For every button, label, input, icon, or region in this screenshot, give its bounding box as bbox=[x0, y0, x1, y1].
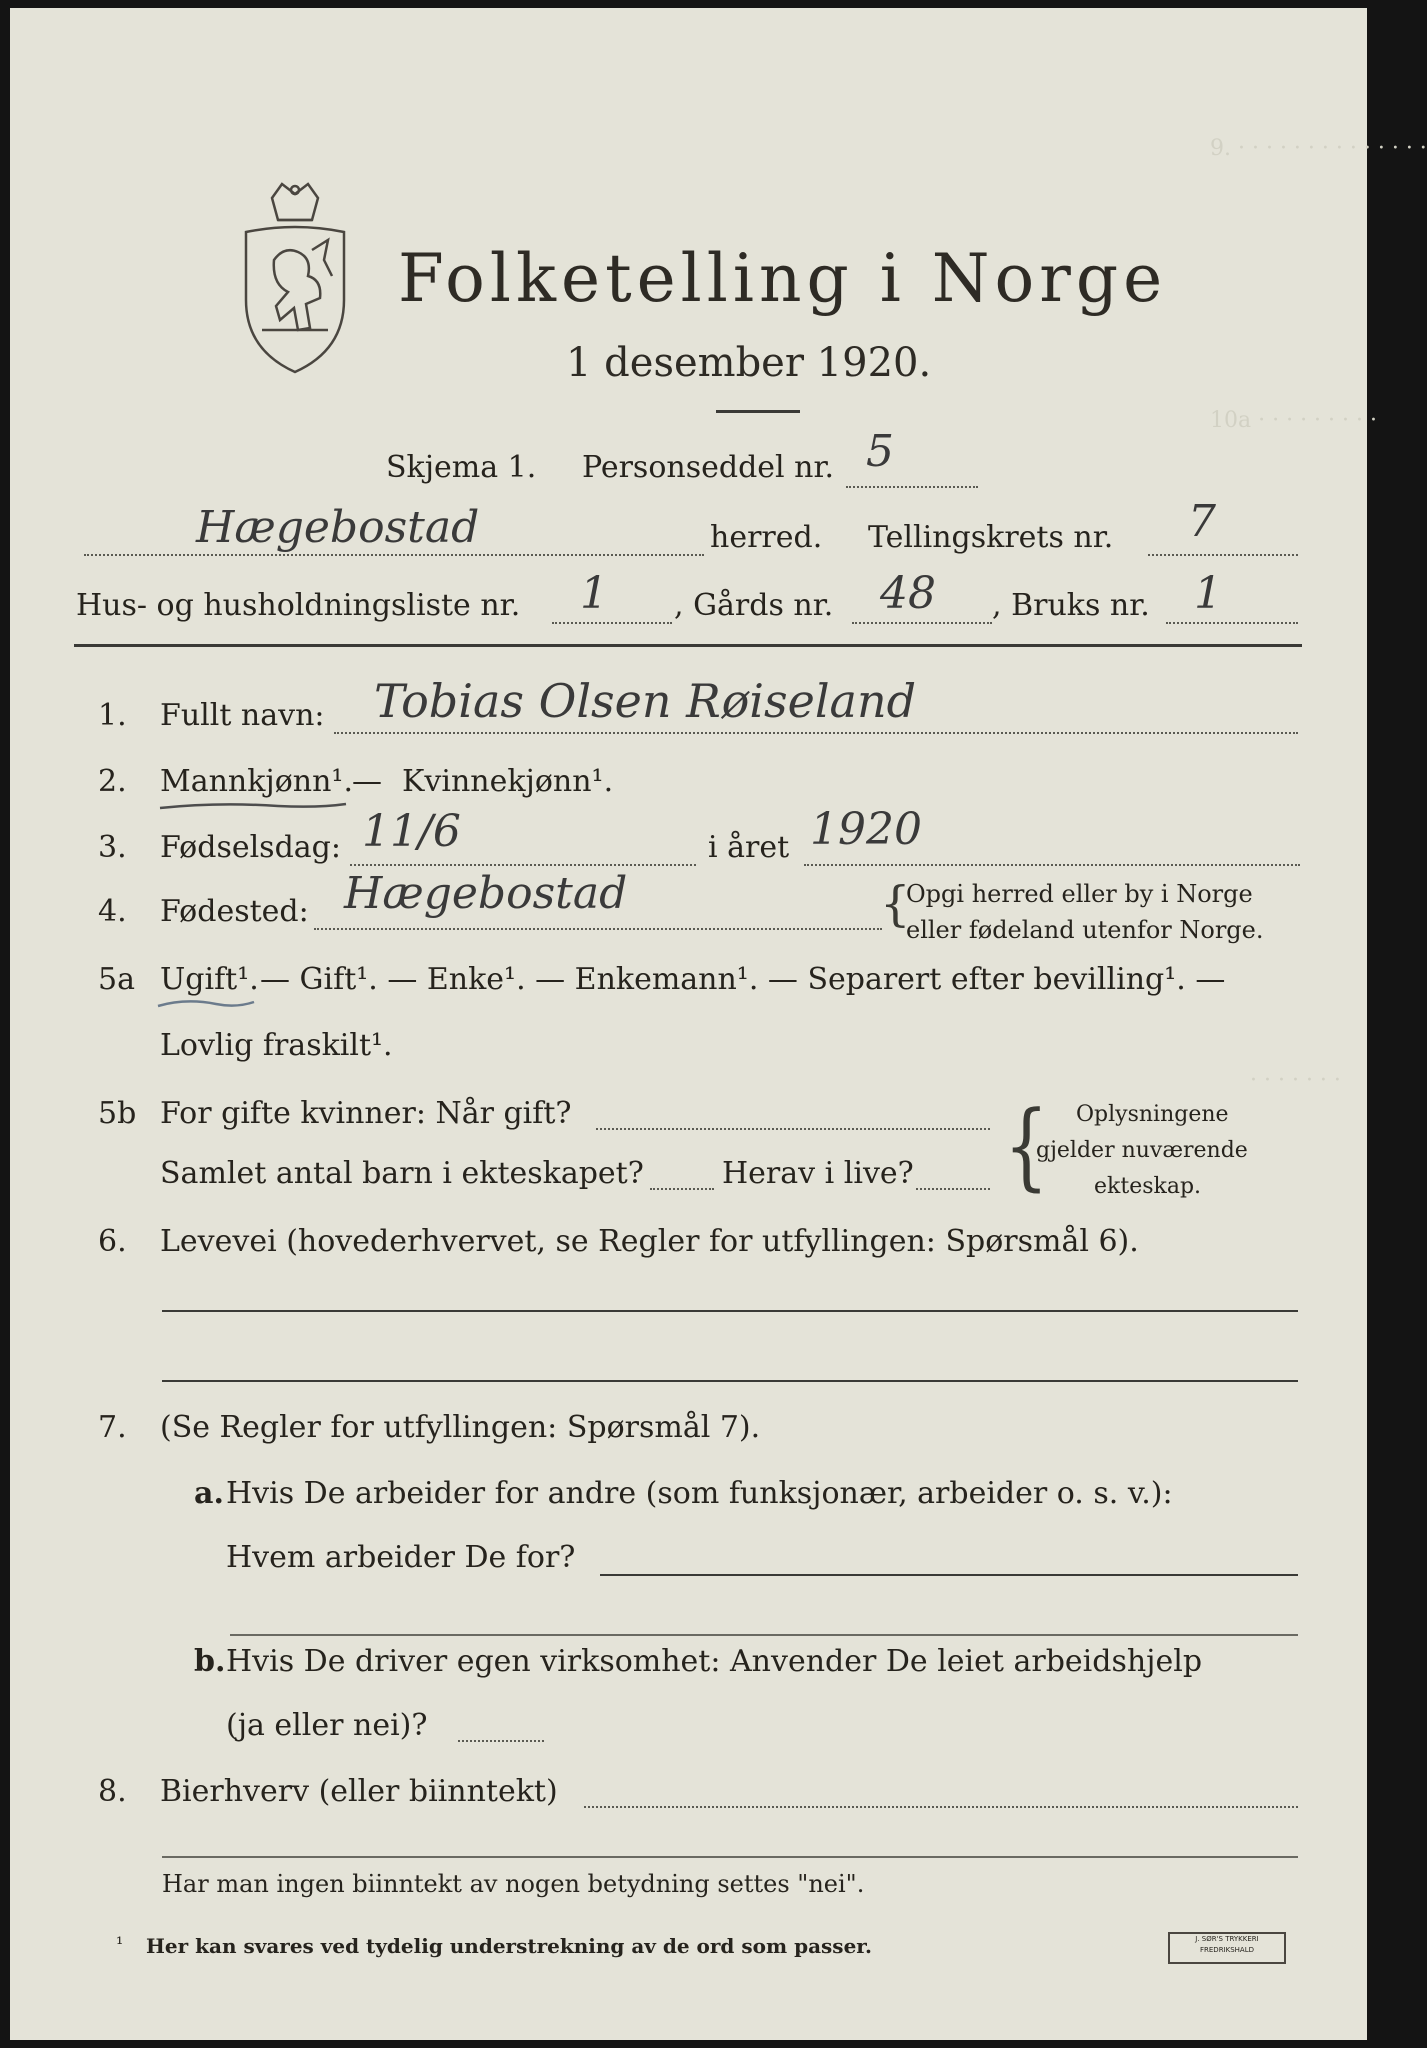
q5b-number: 5b bbox=[98, 1096, 137, 1131]
bruks-label: , Bruks nr. bbox=[992, 588, 1150, 623]
bleed-through-text: · · · · · · · bbox=[1250, 1068, 1341, 1093]
q5b-children-label: Samlet antal barn i ekteskapet? bbox=[160, 1156, 644, 1191]
children-alive-field-line bbox=[916, 1188, 990, 1190]
birthplace-field-line bbox=[314, 928, 882, 930]
q3-label: Fødselsdag: bbox=[160, 830, 341, 865]
q5a-number: 5a bbox=[98, 962, 135, 997]
q4-label: Fødested: bbox=[160, 894, 309, 929]
husliste-value[interactable]: 1 bbox=[580, 568, 608, 619]
q7b-line1: Hvis De driver egen virksomhet: Anvender De leiet arbeidshjelp bbox=[226, 1644, 1203, 1679]
q4-note-brace: { bbox=[880, 876, 911, 932]
footnote-text: Her kan svares ved tydelig understrekning av de ord som passer. bbox=[146, 1934, 872, 1958]
q1-label: Fullt navn: bbox=[160, 698, 325, 733]
printer-stamp-line1: J. SØR'S TRYKKERI bbox=[1195, 1935, 1259, 1943]
occupation-field-line-1 bbox=[162, 1310, 1298, 1312]
secondary-income-field-line-2 bbox=[162, 1856, 1298, 1858]
schema-label: Skjema 1. bbox=[386, 450, 537, 485]
q4-note-line2: eller fødeland utenfor Norge. bbox=[906, 916, 1264, 944]
unmarried-underline-mark bbox=[156, 996, 256, 1012]
bruks-value[interactable]: 1 bbox=[1194, 568, 1222, 619]
printer-stamp-line2: FREDRIKSHALD bbox=[1199, 1946, 1254, 1954]
q4-note-line1: Opgi herred eller by i Norge bbox=[906, 880, 1253, 908]
q2-separator: — bbox=[352, 764, 382, 799]
year-value[interactable]: 1920 bbox=[810, 804, 922, 855]
male-option[interactable]: Mannkjønn¹. bbox=[160, 764, 353, 799]
herred-field-line bbox=[84, 554, 704, 556]
tellingskrets-label: Tellingskrets nr. bbox=[868, 520, 1114, 555]
q7b-line2: (ja eller nei)? bbox=[226, 1708, 428, 1743]
herred-value[interactable]: Hægebostad bbox=[196, 502, 480, 553]
gards-field-line bbox=[852, 622, 992, 624]
married-date-field-line bbox=[596, 1128, 990, 1130]
q8-note: Har man ingen biinntekt av nogen betydning settes "nei". bbox=[162, 1870, 865, 1898]
divorced-option[interactable]: Lovlig fraskilt¹. bbox=[160, 1028, 393, 1063]
q1-number: 1. bbox=[98, 698, 127, 733]
male-underline-mark bbox=[158, 798, 348, 814]
title-divider bbox=[716, 410, 800, 413]
employer-field-line bbox=[600, 1574, 1298, 1576]
husliste-label: Hus- og husholdningsliste nr. bbox=[76, 588, 521, 623]
birthday-field-line bbox=[350, 864, 696, 866]
q7b-number: b. bbox=[194, 1644, 226, 1679]
q8-label: Bierhverv (eller biinntekt) bbox=[160, 1774, 558, 1809]
census-date: 1 desember 1920. bbox=[566, 340, 932, 386]
employer-field-line-2 bbox=[230, 1634, 1298, 1636]
personseddel-value[interactable]: 5 bbox=[866, 426, 894, 477]
birthday-value[interactable]: 11/6 bbox=[362, 806, 461, 857]
q6-number: 6. bbox=[98, 1224, 127, 1259]
bleed-through-text: 9. · · · · · · · · · · · · · · bbox=[1210, 136, 1427, 161]
personseddel-field-line bbox=[846, 486, 978, 488]
form-title: Folketelling i Norge bbox=[398, 240, 1168, 317]
q7a-number: a. bbox=[194, 1476, 224, 1511]
census-form-page bbox=[10, 8, 1427, 2040]
herred-label: herred. bbox=[710, 520, 823, 555]
hired-help-field-line bbox=[458, 1740, 544, 1742]
marital-options[interactable]: — Gift¹. — Enke¹. — Enkemann¹. — Separert efter bevilling¹. — bbox=[260, 962, 1226, 997]
unmarried-option[interactable]: Ugift¹. bbox=[160, 962, 259, 997]
personseddel-label: Personseddel nr. bbox=[582, 450, 835, 485]
full-name-value[interactable]: Tobias Olsen Røiseland bbox=[374, 674, 917, 728]
norwegian-coat-of-arms-icon bbox=[232, 180, 358, 380]
q7-label: (Se Regler for utfyllingen: Spørsmål 7). bbox=[160, 1410, 761, 1445]
bruks-field-line bbox=[1166, 622, 1298, 624]
q5b-married-label: For gifte kvinner: Når gift? bbox=[160, 1096, 572, 1131]
q7a-line1: Hvis De arbeider for andre (som funksjonær, arbeider o. s. v.): bbox=[226, 1476, 1173, 1511]
q2-number: 2. bbox=[98, 764, 127, 799]
children-count-field-line bbox=[650, 1188, 714, 1190]
husliste-field-line bbox=[552, 622, 672, 624]
q5b-note-line3: ekteskap. bbox=[1094, 1174, 1202, 1199]
header-divider bbox=[74, 644, 1302, 647]
tellingskrets-value[interactable]: 7 bbox=[1188, 496, 1216, 547]
occupation-field-line-2 bbox=[162, 1380, 1298, 1382]
q8-number: 8. bbox=[98, 1774, 127, 1809]
q3-number: 3. bbox=[98, 830, 127, 865]
bleed-through-text: 10a · · · · · · · · · bbox=[1210, 408, 1377, 433]
footnote-mark: ¹ bbox=[116, 1934, 124, 1955]
printer-stamp bbox=[1168, 1932, 1286, 1964]
q6-label: Levevei (hovederhvervet, se Regler for utfyllingen: Spørsmål 6). bbox=[160, 1224, 1139, 1259]
gards-label: , Gårds nr. bbox=[674, 588, 834, 623]
tellingskrets-field-line bbox=[1148, 554, 1298, 556]
q5b-note-line2: gjelder nuværende bbox=[1036, 1138, 1248, 1163]
year-field-line bbox=[804, 864, 1300, 866]
full-name-field-line bbox=[334, 732, 1298, 734]
q7-number: 7. bbox=[98, 1410, 127, 1445]
q5b-note-line1: Oplysningene bbox=[1076, 1102, 1229, 1127]
year-label: i året bbox=[708, 830, 790, 865]
q7a-line2: Hvem arbeider De for? bbox=[226, 1540, 576, 1575]
female-option[interactable]: Kvinnekjønn¹. bbox=[402, 764, 614, 799]
secondary-income-field-line bbox=[584, 1806, 1298, 1808]
q5b-alive-label: Herav i live? bbox=[722, 1156, 914, 1191]
birthplace-value[interactable]: Hægebostad bbox=[344, 868, 628, 919]
gards-value[interactable]: 48 bbox=[880, 568, 936, 619]
q4-number: 4. bbox=[98, 894, 127, 929]
q5b-note-brace: { bbox=[1004, 1090, 1049, 1201]
